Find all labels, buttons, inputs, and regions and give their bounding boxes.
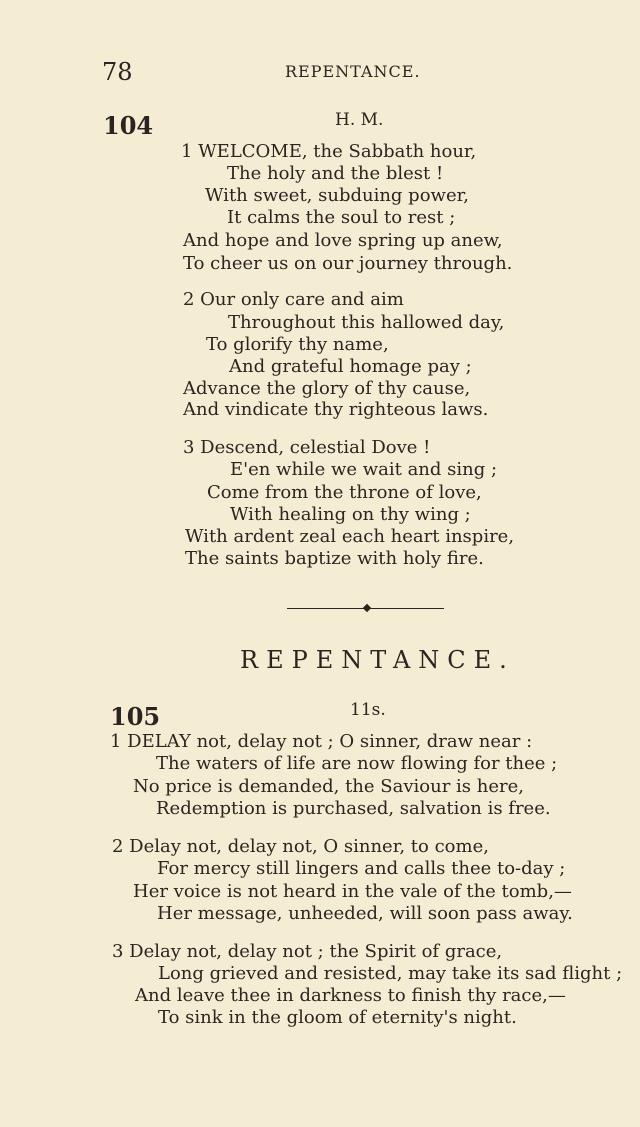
section-title: REPENTANCE. [240, 646, 515, 674]
verse-line: And vindicate thy righteous laws. [183, 399, 489, 420]
running-head: REPENTANCE. [285, 62, 421, 81]
verse-line: For mercy still lingers and calls thee to-day ; [157, 858, 566, 879]
verse-line: With sweet, subduing power, [205, 185, 469, 206]
hymn-number: 105 [110, 702, 161, 731]
verse-line: To sink in the gloom of eternity's night. [158, 1007, 517, 1028]
verse-line: Come from the throne of love, [207, 482, 482, 503]
verse-line: 1 DELAY not, delay not ; O sinner, draw near : [110, 731, 533, 752]
page-number: 78 [102, 58, 133, 86]
hymn-meter: 11s. [350, 700, 386, 720]
verse-line: It calms the soul to rest ; [227, 207, 456, 228]
verse-line: No price is demanded, the Saviour is here, [133, 776, 524, 797]
verse-line: E'en while we wait and sing ; [230, 459, 498, 480]
hymn-number: 104 [103, 111, 154, 140]
verse-line: 2 Our only care and aim [183, 289, 404, 310]
verse-line: With healing on thy wing ; [230, 504, 471, 525]
verse-line: The waters of life are now flowing for thee ; [156, 753, 558, 774]
verse-line: Throughout this hallowed day, [228, 312, 505, 333]
hymn-meter: H. M. [335, 110, 384, 130]
verse-line: 1 WELCOME, the Sabbath hour, [181, 141, 477, 162]
verse-line: Her voice is not heard in the vale of the tomb,— [133, 881, 572, 902]
verse-line: And grateful homage pay ; [229, 356, 472, 377]
verse-line: The saints baptize with holy fire. [185, 548, 484, 569]
verse-line: Her message, unheeded, will soon pass away. [157, 903, 573, 924]
verse-line: To cheer us on our journey through. [183, 253, 513, 274]
verse-line: Advance the glory of thy cause, [183, 378, 471, 399]
verse-line: To glorify thy name, [206, 334, 389, 355]
verse-line: With ardent zeal each heart inspire, [185, 526, 515, 547]
verse-line: 2 Delay not, delay not, O sinner, to come, [112, 836, 489, 857]
verse-line: And leave thee in darkness to finish thy race,— [135, 985, 566, 1006]
verse-line: The holy and the blest ! [227, 163, 444, 184]
verse-line: Long grieved and resisted, may take its sad flight ; [158, 963, 623, 984]
verse-line: And hope and love spring up anew, [183, 230, 503, 251]
divider-ornament [363, 604, 371, 612]
verse-line: Redemption is purchased, salvation is free. [156, 798, 551, 819]
verse-line: 3 Descend, celestial Dove ! [183, 437, 431, 458]
verse-line: 3 Delay not, delay not ; the Spirit of grace, [112, 941, 503, 962]
